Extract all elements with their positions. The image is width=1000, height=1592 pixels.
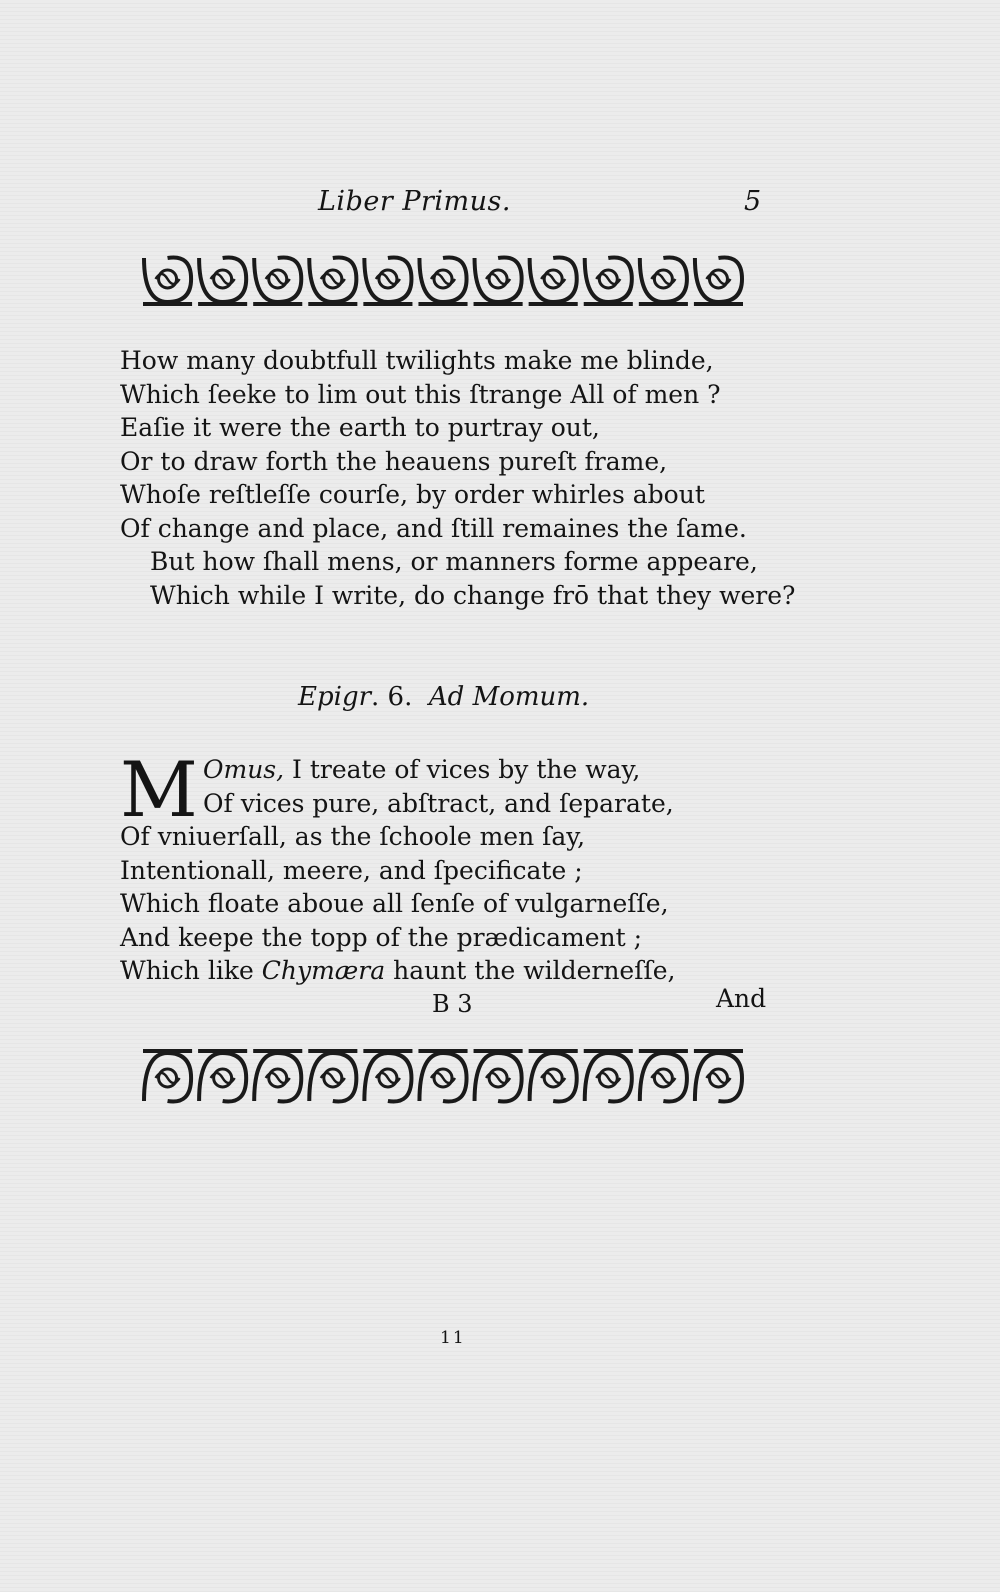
ornament-fleuron [198, 257, 247, 306]
bottom-page-number: 11 [440, 1328, 466, 1348]
poem-line: Of change and place, and ſtill remaines the ſame. [120, 513, 747, 543]
poem-line: Which while I write, do change frō that they were? [150, 580, 796, 610]
poem-line: Or to draw forth the heauens pureſt frame, [120, 446, 668, 476]
italic-word: Omus, [203, 755, 285, 784]
ornament-fleuron [308, 257, 357, 306]
ornament-fleuron [143, 1049, 192, 1102]
poem-line-text: haunt the wilderneſſe, [385, 956, 676, 985]
ornament-fleuron [418, 257, 467, 306]
catchword: And [716, 984, 767, 1013]
ornament-fleuron [694, 257, 743, 306]
ornament-fleuron [198, 1049, 247, 1102]
ornament-fleuron [639, 1049, 688, 1102]
page-number: 5 [744, 186, 762, 217]
ornament-fleuron [143, 257, 192, 306]
drop-cap: M [120, 745, 198, 834]
epigram-title-number: . 6. [371, 682, 413, 712]
epigram-title [298, 682, 589, 712]
ornament-fleuron [584, 1049, 633, 1102]
signature-mark: B 3 [432, 990, 473, 1018]
epigram-body [120, 745, 676, 988]
ornament-fleuron [474, 257, 523, 306]
poem-line [120, 954, 675, 988]
poem-line: Which ſeeke to lim out this ſtrange All of men ? [120, 379, 721, 409]
bottom-ornament-band [140, 1045, 746, 1111]
ornament-fleuron [253, 1049, 302, 1102]
poem-line: Whoſe reſtleſſe courſe, by order whirles about [120, 480, 705, 509]
ornament-fleuron [418, 1049, 467, 1102]
epigram-title-main: Ad Momum. [428, 682, 590, 712]
poem-line: Eaſie it were the earth to purtray out, [120, 413, 600, 442]
ornament-fleuron [363, 257, 412, 306]
ornament-fleuron [474, 1049, 523, 1102]
poem-line-text: I treate of vices by the way, [284, 755, 641, 784]
poem-line [120, 753, 675, 787]
ornament-fleuron [529, 257, 578, 306]
ornament-fleuron [363, 1049, 412, 1102]
poem-line: Intentionall, meere, and ſpecificate ; [120, 855, 583, 885]
ornament-fleuron [639, 257, 688, 306]
top-ornament-band [140, 248, 746, 310]
ornament-fleuron [694, 1049, 743, 1102]
poem-line: Of vniuerſall, as the ſchoole men ſay, [120, 822, 586, 851]
poem-line: Which floate aboue all ſenſe of vulgarneſſe, [120, 889, 669, 918]
poem-line: And keepe the topp of the prædicament ; [120, 922, 643, 952]
poem-stanza [120, 344, 795, 612]
ornament-fleuron [308, 1049, 357, 1102]
italic-word: Chymæra [261, 956, 386, 985]
poem-line: Of vices pure, abſtract, and ſeparate, [203, 788, 674, 818]
poem-line: How many doubtfull twilights make me blinde, [120, 346, 714, 375]
epigram-title-prefix: Epigr [298, 682, 372, 712]
poem-line: But how ſhall mens, or manners forme appeare, [150, 547, 758, 576]
running-title: Liber Primus. [318, 186, 511, 217]
poem-line-text: Which like [120, 956, 262, 985]
ornament-fleuron [253, 257, 302, 306]
ornament-fleuron [529, 1049, 578, 1102]
ornament-fleuron [584, 257, 633, 306]
